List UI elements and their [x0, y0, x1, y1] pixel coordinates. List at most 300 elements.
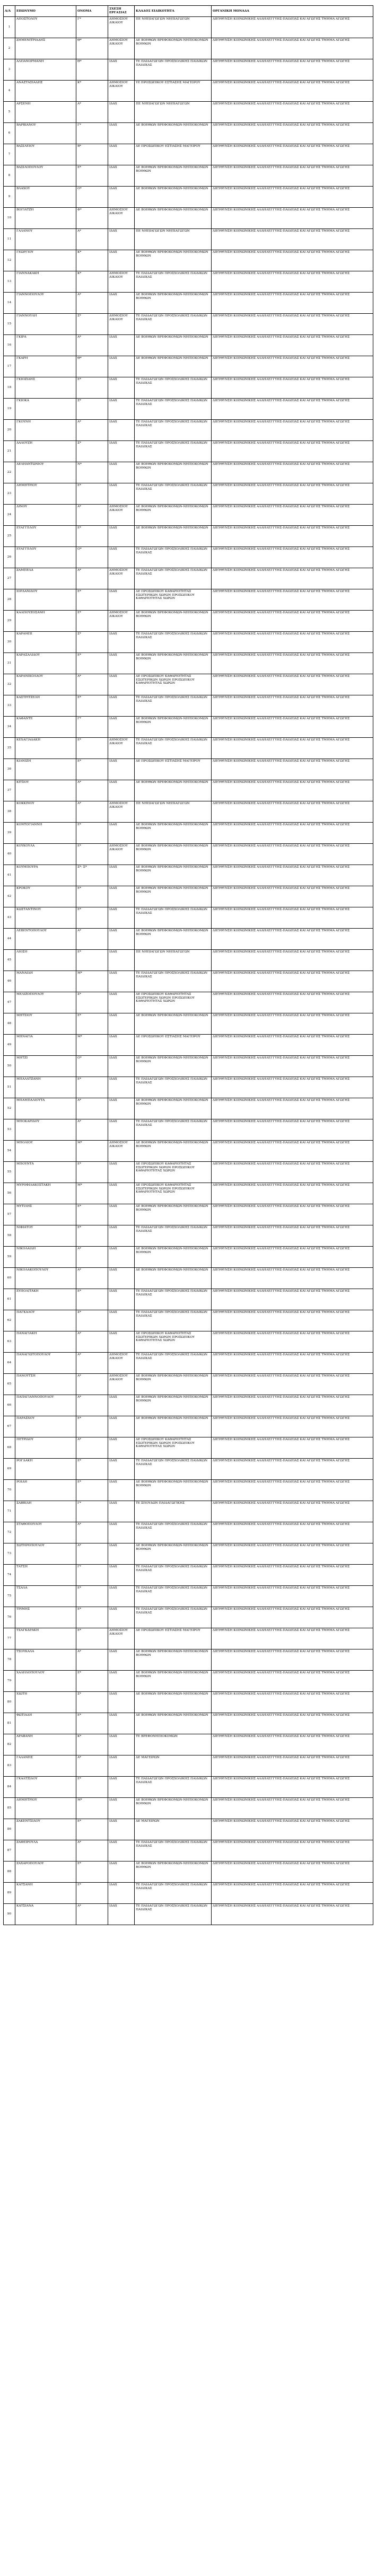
cell-organizational-unit: ΔΙΕΥΘΥΝΣΗ ΚΟΙΝΩΝΙΚΗΣ ΑΛΛΗΛΕΓΓΥΗΣ-ΠΑΙΔΕΙΑΣ ΚΑΙ ΑΓΩΓΗΣ ΤΜΗΜΑ ΑΓΩΓΗΣ: [212, 1543, 373, 1565]
cell-name: Ο*: [76, 187, 108, 208]
cell-surname: ΒΟΓΙΑΤΖΗ: [15, 208, 76, 229]
cell-employment-type: ΙΔΑΧ: [108, 123, 135, 144]
cell-employment-type: ΙΔΑΧ: [108, 865, 135, 886]
cell-employment-type: ΔΗΜΟΣΙΟΥ ΔΙΚΑΙΟΥ: [108, 505, 135, 526]
cell-aa: 1: [4, 17, 15, 38]
cell-employment-type: ΙΔΑΧ: [108, 1268, 135, 1289]
cell-name: Α*: [76, 1119, 108, 1141]
table-row: [4, 1840, 373, 1862]
cell-surname: ΚΑΤΣΙΑΝΑ: [15, 1904, 76, 1925]
cell-surname: ΔΙΝΟΥ: [15, 505, 76, 526]
cell-surname: ΜΑΝΑΙΔΗ: [15, 971, 76, 992]
table-row: [4, 377, 373, 399]
cell-name: Μ*: [76, 1141, 108, 1162]
cell-name: Α*: [76, 102, 108, 123]
header-name: ΟΝΟΜΑ: [76, 6, 108, 17]
cell-surname: ΜΥΡΟΦΙΛΑΚΟΣΤΑΚΗ: [15, 1183, 76, 1204]
cell-organizational-unit: ΔΙΕΥΘΥΝΣΗ ΚΟΙΝΩΝΙΚΗΣ ΑΛΛΗΛΕΓΓΥΗΣ-ΠΑΙΔΕΙΑΣ ΚΑΙ ΑΓΩΓΗΣ ΤΜΗΜΑ ΑΓΩΓΗΣ: [212, 1119, 373, 1141]
cell-name: Ε*: [76, 611, 108, 632]
table-row: [4, 738, 373, 759]
table-row: [4, 992, 373, 1013]
cell-employment-type: ΙΔΑΧ: [108, 1543, 135, 1565]
cell-name: Γ*: [76, 717, 108, 738]
cell-specialty: ΤΕ ΠΑΙΔΑΓΩΓΩΝ ΠΡΟΣΧΟΛΙΚΗΣ ΠΑΙΔΙΚΩΝ ΠΑΙΔΙΚΑΣ: [135, 59, 212, 81]
cell-employment-type: ΙΔΑΧ: [108, 1501, 135, 1522]
cell-organizational-unit: ΔΙΕΥΘΥΝΣΗ ΚΟΙΝΩΝΙΚΗΣ ΑΛΛΗΛΕΓΓΥΗΣ-ΠΑΙΔΕΙΑΣ ΚΑΙ ΑΓΩΓΗΣ ΤΜΗΜΑ ΑΓΩΓΗΣ: [212, 1480, 373, 1501]
cell-specialty: ΔΕ ΒΟΗΘΩΝ ΒΡΕΦΟΚΟΜΩΝ-ΝΗΠΙΟΚΟΜΩΝ ΒΟΗΘΩΝ: [135, 823, 212, 844]
cell-specialty: ΤΕ ΠΑΙΔΑΓΩΓΩΝ ΠΡΟΣΧΟΛΙΚΗΣ ΠΑΙΔΙΚΩΝ ΠΑΙΔΙΚΑΣ: [135, 1777, 212, 1798]
cell-aa: 66: [4, 1395, 15, 1416]
cell-organizational-unit: ΔΙΕΥΘΥΝΣΗ ΚΟΙΝΩΝΙΚΗΣ ΑΛΛΗΛΕΓΓΥΗΣ-ΠΑΙΔΕΙΑΣ ΚΑΙ ΑΓΩΓΗΣ ΤΜΗΜΑ ΑΓΩΓΗΣ: [212, 123, 373, 144]
table-row: [4, 356, 373, 377]
cell-specialty: ΔΕ ΒΟΗΘΩΝ ΒΡΕΦΟΚΟΜΩΝ-ΝΗΠΙΟΚΟΜΩΝ ΒΟΗΘΩΝ: [135, 844, 212, 865]
cell-name: Ε*: [76, 377, 108, 399]
cell-surname: ΜΠΟΥΝΤΑ: [15, 1162, 76, 1183]
table-row: [4, 653, 373, 674]
cell-specialty: ΔΕ ΠΡΟΣΩΠΙΚΟΥ ΚΑΘΑΡΙΟΤΗΤΑΣ ΕΣΩΤΕΡΙΚΩΝ ΧΩΡΩΝ ΠΡΟΣΩΠΙΚΟΥ ΚΑΘΑΡΙΟΤΗΤΑΣ ΧΩΡΩΝ: [135, 1162, 212, 1183]
cell-specialty: ΤΕ ΠΑΙΔΑΓΩΓΩΝ ΠΡΟΣΧΟΛΙΚΗΣ ΠΑΙΔΙΚΩΝ ΠΑΙΔΙΚΑΣ: [135, 1904, 212, 1925]
table-row: [4, 1141, 373, 1162]
table-row: [4, 420, 373, 441]
cell-surname: ΚΟΥΜΠΟΥΡΑ: [15, 865, 76, 886]
cell-name: Α*: [76, 1649, 108, 1671]
cell-specialty: ΤΕ ΠΑΙΔΑΓΩΓΩΝ ΠΡΟΣΧΟΛΙΚΗΣ ΠΑΙΔΙΚΩΝ ΠΑΙΔΙΚΑΣ: [135, 420, 212, 441]
cell-specialty: ΔΕ ΠΡΟΣΩΠΙΚΟΥ ΚΑΘΑΡΙΟΤΗΤΑΣ ΕΣΩΤΕΡΙΚΩΝ ΧΩΡΩΝ ΠΡΟΣΩΠΙΚΟΥ ΚΑΘΑΡΙΟΤΗΤΑΣ ΧΩΡΩΝ: [135, 1437, 212, 1459]
cell-employment-type: ΔΗΜΟΣΙΟΥ ΔΙΚΑΙΟΥ: [108, 1141, 135, 1162]
cell-employment-type: ΔΗΜΟΣΙΟΥ ΔΙΚΑΙΟΥ: [108, 1353, 135, 1374]
cell-surname: ΓΚΙΡΑ: [15, 335, 76, 356]
cell-specialty: ΔΕ ΒΟΗΘΩΝ ΒΡΕΦΟΚΟΜΩΝ-ΝΗΠΙΟΚΟΜΩΝ ΒΟΗΘΩΝ: [135, 1374, 212, 1395]
cell-specialty: ΤΕ ΠΑΙΔΑΓΩΓΩΝ ΠΡΟΣΧΟΛΙΚΗΣ ΠΑΙΔΙΚΩΝ ΠΑΙΔΙΚΑΣ: [135, 1840, 212, 1862]
cell-aa: 26: [4, 547, 15, 568]
cell-specialty: ΔΕ ΒΟΗΘΩΝ ΒΡΕΦΟΚΟΜΩΝ-ΝΗΠΙΟΚΟΜΩΝ ΒΟΗΘΩΝ: [135, 1204, 212, 1225]
cell-organizational-unit: ΔΙΕΥΘΥΝΣΗ ΚΟΙΝΩΝΙΚΗΣ ΑΛΛΗΛΕΓΓΥΗΣ-ΠΑΙΔΕΙΑΣ ΚΑΙ ΑΓΩΓΗΣ ΤΜΗΜΑ ΑΓΩΓΗΣ: [212, 293, 373, 314]
table-row: [4, 589, 373, 611]
cell-organizational-unit: ΔΙΕΥΘΥΝΣΗ ΚΟΙΝΩΝΙΚΗΣ ΑΛΛΗΛΕΓΓΥΗΣ-ΠΑΙΔΕΙΑΣ ΚΑΙ ΑΓΩΓΗΣ ΤΜΗΜΑ ΑΓΩΓΗΣ: [212, 1310, 373, 1331]
table-row: [4, 1374, 373, 1395]
cell-aa: 84: [4, 1777, 15, 1798]
cell-surname: ΚΑΡΑΝΙΚΟΛΑΟΥ: [15, 674, 76, 695]
cell-employment-type: ΙΔΑΧ: [108, 1777, 135, 1798]
cell-aa: 3: [4, 59, 15, 81]
cell-name: Α*: [76, 1247, 108, 1268]
cell-specialty: ΤΕ ΠΑΙΔΑΓΩΓΩΝ ΠΡΟΣΧΟΛΙΚΗΣ ΠΑΙΔΙΚΩΝ ΠΑΙΔΙΚΑΣ: [135, 1289, 212, 1310]
cell-employment-type: ΙΔΑΧ: [108, 695, 135, 717]
cell-aa: 59: [4, 1247, 15, 1268]
table-row: [4, 568, 373, 589]
cell-surname: ΜΠΟΛΙΟΥ: [15, 1141, 76, 1162]
cell-surname: ΜΥΤΙΛΗΣ: [15, 1204, 76, 1225]
cell-aa: 72: [4, 1522, 15, 1543]
cell-employment-type: ΙΔΑΧ: [108, 653, 135, 674]
cell-surname: ΚΑΡΑΜΠΙ: [15, 632, 76, 653]
cell-employment-type: ΙΔΑΧ: [108, 950, 135, 971]
cell-surname: ΜΗΝΑΓΙΑ: [15, 1035, 76, 1056]
cell-organizational-unit: ΔΙΕΥΘΥΝΣΗ ΚΟΙΝΩΝΙΚΗΣ ΑΛΛΗΛΕΓΓΥΗΣ-ΠΑΙΔΕΙΑΣ ΚΑΙ ΑΓΩΓΗΣ ΤΜΗΜΑ ΑΓΩΓΗΣ: [212, 505, 373, 526]
cell-aa: 27: [4, 568, 15, 589]
cell-employment-type: ΙΔΑΧ: [108, 1289, 135, 1310]
cell-employment-type: ΙΔΑΧ: [108, 1183, 135, 1204]
cell-aa: 89: [4, 1883, 15, 1904]
cell-specialty: ΔΕ ΒΟΗΘΩΝ ΒΡΕΦΟΚΟΜΩΝ-ΝΗΠΙΟΚΟΜΩΝ ΒΟΗΘΩΝ: [135, 505, 212, 526]
cell-organizational-unit: ΔΙΕΥΘΥΝΣΗ ΚΟΙΝΩΝΙΚΗΣ ΑΛΛΗΛΕΓΓΥΗΣ-ΠΑΙΔΕΙΑΣ ΚΑΙ ΑΓΩΓΗΣ ΤΜΗΜΑ ΑΓΩΓΗΣ: [212, 1713, 373, 1734]
cell-surname: ΤΑΤΣΗ: [15, 1565, 76, 1586]
table-row: [4, 38, 373, 59]
cell-surname: ΣΩΤΗΡΟΠΟΥΛΟΥ: [15, 1543, 76, 1565]
cell-aa: 36: [4, 759, 15, 780]
cell-aa: 90: [4, 1904, 15, 1925]
cell-name: Α*: [76, 1522, 108, 1543]
cell-specialty: ΠΕ ΝΗΠΙΑΓΩΓΩΝ ΝΗΠΙΑΓΩΓΩΝ: [135, 950, 212, 971]
cell-organizational-unit: ΔΙΕΥΘΥΝΣΗ ΚΟΙΝΩΝΙΚΗΣ ΑΛΛΗΛΕΓΓΥΗΣ-ΠΑΙΔΕΙΑΣ ΚΑΙ ΑΓΩΓΗΣ ΤΜΗΜΑ ΑΓΩΓΗΣ: [212, 399, 373, 420]
cell-specialty: ΔΕ ΒΟΗΘΩΝ ΒΡΕΦΟΚΟΜΩΝ-ΝΗΠΙΟΚΟΜΩΝ: [135, 335, 212, 356]
cell-specialty: ΤΕ ΒΡΕΦΟΝΗΠΙΟΚΟΜΩΝ: [135, 1734, 212, 1755]
cell-specialty: ΔΕ ΒΟΗΘΩΝ ΒΡΕΦΟΚΟΜΩΝ-ΝΗΠΙΟΚΟΜΩΝ ΒΟΗΘΩΝ: [135, 462, 212, 483]
cell-name: Ε*: [76, 1077, 108, 1098]
cell-surname: ΖΑΜΠΕΛΑ: [15, 568, 76, 589]
cell-employment-type: ΙΔΑΧ: [108, 780, 135, 801]
cell-name: Θ*: [76, 38, 108, 59]
cell-specialty: ΔΕ ΒΟΗΘΩΝ ΒΡΕΦΟΚΟΜΩΝ-ΝΗΠΙΟΚΟΜΩΝ: [135, 123, 212, 144]
cell-specialty: ΥΕ ΠΡΟΣΩΠΙΚΟΥ ΕΣΤΙΑΣΗΣ ΜΑΓΕΙΡΟΥ: [135, 81, 212, 102]
cell-surname: ΓΕΩΡΓΙΟΥ: [15, 250, 76, 271]
table-row: [4, 441, 373, 462]
table-row: [4, 1671, 373, 1692]
cell-surname: ΖΑΧΑΡΟΠΟΥΛΟΥ: [15, 1862, 76, 1883]
cell-organizational-unit: ΔΙΕΥΘΥΝΣΗ ΚΟΙΝΩΝΙΚΗΣ ΑΛΛΗΛΕΓΓΥΗΣ-ΠΑΙΔΕΙΑΣ ΚΑΙ ΑΓΩΓΗΣ ΤΜΗΜΑ ΑΓΩΓΗΣ: [212, 695, 373, 717]
table-row: [4, 1247, 373, 1268]
cell-employment-type: ΙΔΑΧ: [108, 1755, 135, 1777]
cell-name: Α*: [76, 1395, 108, 1416]
cell-surname: ΜΗΤΣΙΟΥ: [15, 1013, 76, 1035]
cell-aa: 7: [4, 144, 15, 165]
cell-aa: 35: [4, 738, 15, 759]
cell-employment-type: ΙΔΑΧ: [108, 420, 135, 441]
cell-organizational-unit: ΔΙΕΥΘΥΝΣΗ ΚΟΙΝΩΝΙΚΗΣ ΑΛΛΗΛΕΓΓΥΗΣ-ΠΑΙΔΕΙΑΣ ΚΑΙ ΑΓΩΓΗΣ ΤΜΗΜΑ ΑΓΩΓΗΣ: [212, 1098, 373, 1119]
cell-specialty: ΔΕ ΒΟΗΘΩΝ ΒΡΕΦΟΚΟΜΩΝ-ΝΗΠΙΟΚΟΜΩΝ: [135, 1713, 212, 1734]
cell-specialty: ΔΕ ΒΟΗΘΩΝ ΒΡΕΦΟΚΟΜΩΝ-ΝΗΠΙΟΚΟΜΩΝ ΒΟΗΘΩΝ: [135, 611, 212, 632]
cell-employment-type: ΙΔΑΧ: [108, 1607, 135, 1628]
cell-specialty: ΔΕ ΒΟΗΘΩΝ ΒΡΕΦΟΚΟΜΩΝ-ΝΗΠΙΟΚΟΜΩΝ ΒΟΗΘΩΝ: [135, 929, 212, 950]
table-row: [4, 187, 373, 208]
table-row: [4, 1480, 373, 1501]
table-row: [4, 632, 373, 653]
cell-surname: ΙΟΡΔΑΝΙΔΟΥ: [15, 589, 76, 611]
cell-employment-type: ΙΔΑΧ: [108, 187, 135, 208]
cell-aa: 61: [4, 1289, 15, 1310]
cell-employment-type: ΙΔΑΧ: [108, 589, 135, 611]
cell-organizational-unit: ΔΙΕΥΘΥΝΣΗ ΚΟΙΝΩΝΙΚΗΣ ΑΛΛΗΛΕΓΓΥΗΣ-ΠΑΙΔΕΙΑΣ ΚΑΙ ΑΓΩΓΗΣ ΤΜΗΜΑ ΑΓΩΓΗΣ: [212, 611, 373, 632]
cell-name: Ε*: [76, 1480, 108, 1501]
cell-name: Ε*: [76, 1459, 108, 1480]
cell-aa: 80: [4, 1692, 15, 1713]
cell-specialty: ΔΕ ΒΟΗΘΩΝ ΒΡΕΦΟΚΟΜΩΝ-ΝΗΠΙΟΚΟΜΩΝ ΒΟΗΘΩΝ: [135, 1247, 212, 1268]
cell-name: Ο*: [76, 547, 108, 568]
cell-organizational-unit: ΔΙΕΥΘΥΝΣΗ ΚΟΙΝΩΝΙΚΗΣ ΑΛΛΗΛΕΓΓΥΗΣ-ΠΑΙΔΕΙΑΣ ΚΑΙ ΑΓΩΓΗΣ ΤΜΗΜΑ ΑΓΩΓΗΣ: [212, 144, 373, 165]
cell-organizational-unit: ΔΙΕΥΘΥΝΣΗ ΚΟΙΝΩΝΙΚΗΣ ΑΛΛΗΛΕΓΓΥΗΣ-ΠΑΙΔΕΙΑΣ ΚΑΙ ΑΓΩΓΗΣ ΤΜΗΜΑ ΑΓΩΓΗΣ: [212, 1671, 373, 1692]
cell-surname: ΠΑΝΑΓΙΑΚΗ: [15, 1331, 76, 1353]
cell-name: Α*: [76, 674, 108, 695]
cell-surname: ΠΑΝΟΥΤΣΗ: [15, 1374, 76, 1395]
cell-specialty: ΤΕ ΠΑΙΔΑΓΩΓΩΝ ΠΡΟΣΧΟΛΙΚΗΣ ΠΑΙΔΙΚΩΝ ΠΑΙΔΙΚΑΣ: [135, 1119, 212, 1141]
cell-organizational-unit: ΔΙΕΥΘΥΝΣΗ ΚΟΙΝΩΝΙΚΗΣ ΑΛΛΗΛΕΓΓΥΗΣ-ΠΑΙΔΕΙΑΣ ΚΑΙ ΑΓΩΓΗΣ ΤΜΗΜΑ ΑΓΩΓΗΣ: [212, 1734, 373, 1755]
table-row: [4, 844, 373, 865]
cell-organizational-unit: ΔΙΕΥΘΥΝΣΗ ΚΟΙΝΩΝΙΚΗΣ ΑΛΛΗΛΕΓΓΥΗΣ-ΠΑΙΔΕΙΑΣ ΚΑΙ ΑΓΩΓΗΣ ΤΜΗΜΑ ΑΓΩΓΗΣ: [212, 1141, 373, 1162]
cell-organizational-unit: ΔΙΕΥΘΥΝΣΗ ΚΟΙΝΩΝΙΚΗΣ ΑΛΛΗΛΕΓΓΥΗΣ-ΠΑΙΔΕΙΑΣ ΚΑΙ ΑΓΩΓΗΣ ΤΜΗΜΑ ΑΓΩΓΗΣ: [212, 1798, 373, 1819]
cell-specialty: ΔΕ ΒΟΗΘΩΝ ΒΡΕΦΟΚΟΜΩΝ-ΝΗΠΙΟΚΟΜΩΝ: [135, 208, 212, 229]
cell-employment-type: ΔΗΜΟΣΙΟΥ ΔΙΚΑΙΟΥ: [108, 271, 135, 293]
cell-organizational-unit: ΔΙΕΥΘΥΝΣΗ ΚΟΙΝΩΝΙΚΗΣ ΑΛΛΗΛΕΓΓΥΗΣ-ΠΑΙΔΕΙΑΣ ΚΑΙ ΑΓΩΓΗΣ ΤΜΗΜΑ ΑΓΩΓΗΣ: [212, 1628, 373, 1649]
cell-employment-type: ΙΔΑΧ: [108, 1204, 135, 1225]
cell-specialty: ΔΕ ΜΑΓΕΙΡΩΝ: [135, 1819, 212, 1840]
cell-name: Α*: [76, 293, 108, 314]
cell-organizational-unit: ΔΙΕΥΘΥΝΣΗ ΚΟΙΝΩΝΙΚΗΣ ΑΛΛΗΛΕΓΓΥΗΣ-ΠΑΙΔΕΙΑΣ ΚΑΙ ΑΓΩΓΗΣ ΤΜΗΜΑ ΑΓΩΓΗΣ: [212, 1607, 373, 1628]
table-row: [4, 695, 373, 717]
cell-employment-type: ΙΔΑΧ: [108, 1395, 135, 1416]
cell-surname: ΚΑΛΠΟΥΖΟΣΑΝΗ: [15, 611, 76, 632]
cell-organizational-unit: ΔΙΕΥΘΥΝΣΗ ΚΟΙΝΩΝΙΚΗΣ ΑΛΛΗΛΕΓΓΥΗΣ-ΠΑΙΔΕΙΑΣ ΚΑΙ ΑΓΩΓΗΣ ΤΜΗΜΑ ΑΓΩΓΗΣ: [212, 1904, 373, 1925]
cell-organizational-unit: ΔΙΕΥΘΥΝΣΗ ΚΟΙΝΩΝΙΚΗΣ ΑΛΛΗΛΕΓΓΥΗΣ-ΠΑΙΔΕΙΑΣ ΚΑΙ ΑΓΩΓΗΣ ΤΜΗΜΑ ΑΓΩΓΗΣ: [212, 526, 373, 547]
cell-name: Σ*: [76, 632, 108, 653]
cell-aa: 78: [4, 1649, 15, 1671]
cell-name: Ε*: [76, 1819, 108, 1840]
cell-specialty: ΤΕ ΠΑΙΔΑΓΩΓΩΝ ΠΡΟΣΧΟΛΙΚΗΣ ΠΑΙΔΙΚΩΝ ΠΑΙΔΙΚΑΣ: [135, 1077, 212, 1098]
cell-employment-type: ΙΔΑΧ: [108, 483, 135, 505]
table-row: [4, 102, 373, 123]
table-row: [4, 759, 373, 780]
cell-organizational-unit: ΔΙΕΥΘΥΝΣΗ ΚΟΙΝΩΝΙΚΗΣ ΑΛΛΗΛΕΓΓΥΗΣ-ΠΑΙΔΕΙΑΣ ΚΑΙ ΑΓΩΓΗΣ ΤΜΗΜΑ ΑΓΩΓΗΣ: [212, 1416, 373, 1437]
cell-surname: ΠΕΤΡΙΔΟΥ: [15, 1437, 76, 1459]
cell-surname: ΜΗΤΖΙ: [15, 1056, 76, 1077]
cell-specialty: ΔΕ ΒΟΗΘΩΝ ΒΡΕΦΟΚΟΜΩΝ-ΝΗΠΙΟΚΟΜΩΝ: [135, 1013, 212, 1035]
cell-aa: 18: [4, 377, 15, 399]
cell-surname: ΓΚΑΛΤΖΙΔΟΥ: [15, 1777, 76, 1798]
cell-employment-type: ΙΔΑΧ: [108, 1840, 135, 1862]
cell-organizational-unit: ΔΙΕΥΘΥΝΣΗ ΚΟΙΝΩΝΙΚΗΣ ΑΛΛΗΛΕΓΓΥΗΣ-ΠΑΙΔΕΙΑΣ ΚΑΙ ΑΓΩΓΗΣ ΤΜΗΜΑ ΑΓΩΓΗΣ: [212, 1840, 373, 1862]
header-surname: ΕΠΩΝΥΜΟ: [15, 6, 76, 17]
cell-employment-type: ΙΔΑΧ: [108, 441, 135, 462]
cell-aa: 81: [4, 1713, 15, 1734]
cell-employment-type: ΔΗΜΟΣΙΟΥ ΔΙΚΑΙΟΥ: [108, 17, 135, 38]
cell-aa: 74: [4, 1565, 15, 1586]
cell-surname: ΤΡΙΜΗΣ: [15, 1607, 76, 1628]
cell-specialty: ΤΕ ΠΑΙΔΑΓΩΓΩΝ ΠΡΟΣΧΟΛΙΚΗΣ ΠΑΙΔΙΚΩΝ ΠΑΙΔΙΚΑΣ: [135, 1459, 212, 1480]
cell-name: Ε*: [76, 950, 108, 971]
cell-employment-type: ΙΔΑΧ: [108, 1713, 135, 1734]
cell-surname: ΚΡΟΚΟΥ: [15, 886, 76, 907]
cell-employment-type: ΙΔΑΧ: [108, 992, 135, 1013]
cell-organizational-unit: ΔΙΕΥΘΥΝΣΗ ΚΟΙΝΩΝΙΚΗΣ ΑΛΛΗΛΕΓΓΥΗΣ-ΠΑΙΔΕΙΑΣ ΚΑΙ ΑΓΩΓΗΣ ΤΜΗΜΑ ΑΓΩΓΗΣ: [212, 865, 373, 886]
table-row: [4, 1035, 373, 1056]
table-row: [4, 399, 373, 420]
cell-name: Σ*- Σ*: [76, 865, 108, 886]
cell-specialty: ΤΕ ΠΑΙΔΑΓΩΓΩΝ ΠΡΟΣΧΟΛΙΚΗΣ ΠΑΙΔΙΚΩΝ ΠΑΙΔΙΚΑΣ: [135, 399, 212, 420]
cell-name: Α*: [76, 929, 108, 950]
table-row: [4, 1416, 373, 1437]
cell-name: Α*: [76, 1098, 108, 1119]
cell-employment-type: ΙΔΑΧ: [108, 399, 135, 420]
cell-organizational-unit: ΔΙΕΥΘΥΝΣΗ ΚΟΙΝΩΝΙΚΗΣ ΑΛΛΗΛΕΓΓΥΗΣ-ΠΑΙΔΕΙΑΣ ΚΑΙ ΑΓΩΓΗΣ ΤΜΗΜΑ ΑΓΩΓΗΣ: [212, 314, 373, 335]
cell-surname: ΒΑΣΙΛΟΠΟΥΛΟΥ: [15, 165, 76, 187]
table-row: [4, 1501, 373, 1522]
cell-aa: 73: [4, 1543, 15, 1565]
cell-name: Α*: [76, 1374, 108, 1395]
cell-organizational-unit: ΔΙΕΥΘΥΝΣΗ ΚΟΙΝΩΝΙΚΗΣ ΑΛΛΗΛΕΓΓΥΗΣ-ΠΑΙΔΕΙΑΣ ΚΑΙ ΑΓΩΓΗΣ ΤΜΗΜΑ ΑΓΩΓΗΣ: [212, 250, 373, 271]
cell-name: Σ*: [76, 1692, 108, 1713]
table-row: [4, 208, 373, 229]
cell-surname: ΖΗΜΕΝΙΤΡΙΑΔΗΣ: [15, 38, 76, 59]
cell-aa: 23: [4, 483, 15, 505]
cell-organizational-unit: ΔΙΕΥΘΥΝΣΗ ΚΟΙΝΩΝΙΚΗΣ ΑΛΛΗΛΕΓΓΥΗΣ-ΠΑΙΔΕΙΑΣ ΚΑΙ ΑΓΩΓΗΣ ΤΜΗΜΑ ΑΓΩΓΗΣ: [212, 568, 373, 589]
table-row: [4, 674, 373, 695]
cell-surname: ΜΠΟΚΑΡΙΔΟΥ: [15, 1119, 76, 1141]
cell-aa: 16: [4, 335, 15, 356]
cell-organizational-unit: ΔΙΕΥΘΥΝΣΗ ΚΟΙΝΩΝΙΚΗΣ ΑΛΛΗΛΕΓΓΥΗΣ-ΠΑΙΔΕΙΑΣ ΚΑΙ ΑΓΩΓΗΣ ΤΜΗΜΑ ΑΓΩΓΗΣ: [212, 738, 373, 759]
cell-organizational-unit: ΔΙΕΥΘΥΝΣΗ ΚΟΙΝΩΝΙΚΗΣ ΑΛΛΗΛΕΓΓΥΗΣ-ΠΑΙΔΕΙΑΣ ΚΑΙ ΑΓΩΓΗΣ ΤΜΗΜΑ ΑΓΩΓΗΣ: [212, 1565, 373, 1586]
cell-aa: 42: [4, 886, 15, 907]
cell-organizational-unit: ΔΙΕΥΘΥΝΣΗ ΚΟΙΝΩΝΙΚΗΣ ΑΛΛΗΛΕΓΓΥΗΣ-ΠΑΙΔΕΙΑΣ ΚΑΙ ΑΓΩΓΗΣ ΤΜΗΜΑ ΑΓΩΓΗΣ: [212, 1331, 373, 1353]
cell-surname: ΒΛΑΧΟΥ: [15, 187, 76, 208]
cell-surname: ΚΟΝΤΟΓΙΑΝΝΗ: [15, 823, 76, 844]
cell-organizational-unit: ΔΙΕΥΘΥΝΣΗ ΚΟΙΝΩΝΙΚΗΣ ΑΛΛΗΛΕΓΓΥΗΣ-ΠΑΙΔΕΙΑΣ ΚΑΙ ΑΓΩΓΗΣ ΤΜΗΜΑ ΑΓΩΓΗΣ: [212, 483, 373, 505]
cell-surname: ΕΥΑΓΓΕΛΟΥ: [15, 526, 76, 547]
cell-surname: ΜΠΑΛΑΤΖΑΝΗ: [15, 1077, 76, 1098]
cell-specialty: ΤΕ ΠΑΙΔΑΓΩΓΩΝ ΠΡΟΣΧΟΛΙΚΗΣ ΠΑΙΔΙΚΩΝ ΠΑΙΔΙΚΑΣ: [135, 1607, 212, 1628]
cell-employment-type: ΔΗΜΟΣΙΟΥ ΔΙΚΑΙΟΥ: [108, 38, 135, 59]
cell-name: Α*: [76, 505, 108, 526]
cell-organizational-unit: ΔΙΕΥΘΥΝΣΗ ΚΟΙΝΩΝΙΚΗΣ ΑΛΛΗΛΕΓΓΥΗΣ-ΠΑΙΔΕΙΑΣ ΚΑΙ ΑΓΩΓΗΣ ΤΜΗΜΑ ΑΓΩΓΗΣ: [212, 1056, 373, 1077]
cell-organizational-unit: ΔΙΕΥΘΥΝΣΗ ΚΟΙΝΩΝΙΚΗΣ ΑΛΛΗΛΕΓΓΥΗΣ-ΠΑΙΔΕΙΑΣ ΚΑΙ ΑΓΩΓΗΣ ΤΜΗΜΑ ΑΓΩΓΗΣ: [212, 102, 373, 123]
cell-name: Α*: [76, 420, 108, 441]
cell-specialty: ΔΕ ΒΟΗΘΩΝ ΒΡΕΦΟΚΟΜΩΝ-ΝΗΠΙΟΚΟΜΩΝ ΒΟΗΘΩΝ: [135, 717, 212, 738]
cell-employment-type: ΙΔΑΧ: [108, 1819, 135, 1840]
table-row: [4, 293, 373, 314]
cell-surname: ΝΙΦΙΑΤΟΥ: [15, 1225, 76, 1247]
cell-aa: 49: [4, 1035, 15, 1056]
table-row: [4, 1331, 373, 1353]
cell-surname: ΚΑΡΑΣΑΛΙΔΟΥ: [15, 653, 76, 674]
cell-employment-type: ΙΔΑΧ: [108, 1734, 135, 1755]
table-row: [4, 462, 373, 483]
cell-specialty: ΤΕ ΣΠΟΥΔΩΝ ΠΑΙΔΑΓΩΓΙΚΗΣ: [135, 1501, 212, 1522]
cell-organizational-unit: ΔΙΕΥΘΥΝΣΗ ΚΟΙΝΩΝΙΚΗΣ ΑΛΛΗΛΕΓΓΥΗΣ-ΠΑΙΔΕΙΑΣ ΚΑΙ ΑΓΩΓΗΣ ΤΜΗΜΑ ΑΓΩΓΗΣ: [212, 780, 373, 801]
cell-specialty: ΔΕ ΒΟΗΘΩΝ ΒΡΕΦΟΚΟΜΩΝ-ΝΗΠΙΟΚΟΜΩΝ ΒΟΗΘΩΝ: [135, 653, 212, 674]
table-row: [4, 801, 373, 823]
cell-employment-type: ΙΔΑΧ: [108, 886, 135, 907]
cell-organizational-unit: ΔΙΕΥΘΥΝΣΗ ΚΟΙΝΩΝΙΚΗΣ ΑΛΛΗΛΕΓΓΥΗΣ-ΠΑΙΔΕΙΑΣ ΚΑΙ ΑΓΩΓΗΣ ΤΜΗΜΑ ΑΓΩΓΗΣ: [212, 844, 373, 865]
cell-employment-type: ΙΔΑΧ: [108, 1649, 135, 1671]
cell-organizational-unit: ΔΙΕΥΘΥΝΣΗ ΚΟΙΝΩΝΙΚΗΣ ΑΛΛΗΛΕΓΓΥΗΣ-ΠΑΙΔΕΙΑΣ ΚΑΙ ΑΓΩΓΗΣ ΤΜΗΜΑ ΑΓΩΓΗΣ: [212, 1755, 373, 1777]
cell-employment-type: ΙΔΑΧ: [108, 1247, 135, 1268]
table-row: [4, 1098, 373, 1119]
cell-aa: 86: [4, 1819, 15, 1840]
header-organizational-unit: ΟΡΓΑΝΙΚΗ ΜΟΝΑΔΑ: [212, 6, 373, 17]
cell-organizational-unit: ΔΙΕΥΘΥΝΣΗ ΚΟΙΝΩΝΙΚΗΣ ΑΛΛΗΛΕΓΓΥΗΣ-ΠΑΙΔΕΙΑΣ ΚΑΙ ΑΓΩΓΗΣ ΤΜΗΜΑ ΑΓΩΓΗΣ: [212, 441, 373, 462]
table-row: [4, 59, 373, 81]
cell-employment-type: ΙΔΑΧ: [108, 229, 135, 250]
cell-aa: 6: [4, 123, 15, 144]
cell-surname: ΤΣΟΥΚΑΛΑ: [15, 1649, 76, 1671]
cell-surname: ΛΕΒΕΝΤΟΠΟΥΛΟΥ: [15, 929, 76, 950]
cell-name: Α*: [76, 1840, 108, 1862]
table-row: [4, 1183, 373, 1204]
cell-employment-type: ΙΔΑΧ: [108, 1437, 135, 1459]
cell-name: Θ*: [76, 356, 108, 377]
cell-aa: 40: [4, 844, 15, 865]
cell-surname: ΔΕΛΗΑΝΤΩΝΙΟΥ: [15, 462, 76, 483]
cell-aa: 14: [4, 293, 15, 314]
cell-organizational-unit: ΔΙΕΥΘΥΝΣΗ ΚΟΙΝΩΝΙΚΗΣ ΑΛΛΗΛΕΓΓΥΗΣ-ΠΑΙΔΕΙΑΣ ΚΑΙ ΑΓΩΓΗΣ ΤΜΗΜΑ ΑΓΩΓΗΣ: [212, 1289, 373, 1310]
cell-name: Ν*: [76, 462, 108, 483]
cell-aa: 76: [4, 1607, 15, 1628]
cell-surname: ΓΚΑΡΗ: [15, 356, 76, 377]
table-row: [4, 165, 373, 187]
header-employment-type: ΣΧΕΣΗ ΕΡΓΑΣΙΑΣ: [108, 6, 135, 17]
cell-aa: 64: [4, 1353, 15, 1374]
cell-specialty: ΤΕ ΠΑΙΔΑΓΩΓΩΝ ΠΡΟΣΧΟΛΙΚΗΣ ΠΑΙΔΙΚΩΝ ΠΑΙΔΙΚΑΣ: [135, 632, 212, 653]
table-row: [4, 1713, 373, 1734]
cell-organizational-unit: ΔΙΕΥΘΥΝΣΗ ΚΟΙΝΩΝΙΚΗΣ ΑΛΛΗΛΕΓΓΥΗΣ-ΠΑΙΔΕΙΑΣ ΚΑΙ ΑΓΩΓΗΣ ΤΜΗΜΑ ΑΓΩΓΗΣ: [212, 674, 373, 695]
table-row: [4, 907, 373, 929]
cell-specialty: ΠΕ ΝΗΠΙΑΓΩΓΩΝ ΝΗΠΙΑΓΩΓΩΝ: [135, 102, 212, 123]
cell-aa: 88: [4, 1862, 15, 1883]
cell-specialty: ΔΕ ΠΡΟΣΩΠΙΚΟΥ ΚΑΘΑΡΙΟΤΗΤΑΣ ΕΣΩΤΕΡΙΚΩΝ ΧΩΡΩΝ ΠΡΟΣΩΠΙΚΟΥ ΚΑΘΑΡΙΟΤΗΤΑΣ ΧΩΡΩΝ: [135, 1183, 212, 1204]
cell-aa: 22: [4, 462, 15, 483]
cell-organizational-unit: ΔΙΕΥΘΥΝΣΗ ΚΟΙΝΩΝΙΚΗΣ ΑΛΛΗΛΕΓΓΥΗΣ-ΠΑΙΔΕΙΑΣ ΚΑΙ ΑΓΩΓΗΣ ΤΜΗΜΑ ΑΓΩΓΗΣ: [212, 992, 373, 1013]
cell-name: Α*: [76, 335, 108, 356]
cell-surname: ΚΑΤΣΑΝΗ: [15, 1883, 76, 1904]
cell-name: Φ*: [76, 208, 108, 229]
cell-organizational-unit: ΔΙΕΥΘΥΝΣΗ ΚΟΙΝΩΝΙΚΗΣ ΑΛΛΗΛΕΓΓΥΗΣ-ΠΑΙΔΕΙΑΣ ΚΑΙ ΑΓΩΓΗΣ ΤΜΗΜΑ ΑΓΩΓΗΣ: [212, 1374, 373, 1395]
cell-employment-type: ΙΔΑΧ: [108, 971, 135, 992]
cell-aa: 87: [4, 1840, 15, 1862]
cell-employment-type: ΙΔΑΧ: [108, 1162, 135, 1183]
cell-name: Α*: [76, 1904, 108, 1925]
cell-aa: 75: [4, 1586, 15, 1607]
table-row: [4, 1607, 373, 1628]
cell-name: Ε*: [76, 1607, 108, 1628]
cell-specialty: ΔΕ ΒΟΗΘΩΝ ΒΡΕΦΟΚΟΜΩΝ-ΝΗΠΙΟΚΟΜΩΝ ΒΟΗΘΩΝ: [135, 1671, 212, 1692]
table-row: [4, 1755, 373, 1777]
table-row: [4, 1777, 373, 1798]
cell-aa: 24: [4, 505, 15, 526]
cell-aa: 19: [4, 399, 15, 420]
cell-aa: 77: [4, 1628, 15, 1649]
cell-surname: ΠΑΡΑΣΧΟΥ: [15, 1416, 76, 1437]
cell-organizational-unit: ΔΙΕΥΘΥΝΣΗ ΚΟΙΝΩΝΙΚΗΣ ΑΛΛΗΛΕΓΓΥΗΣ-ΠΑΙΔΕΙΑΣ ΚΑΙ ΑΓΩΓΗΣ ΤΜΗΜΑ ΑΓΩΓΗΣ: [212, 1225, 373, 1247]
cell-organizational-unit: ΔΙΕΥΘΥΝΣΗ ΚΟΙΝΩΝΙΚΗΣ ΑΛΛΗΛΕΓΓΥΗΣ-ΠΑΙΔΕΙΑΣ ΚΑΙ ΑΓΩΓΗΣ ΤΜΗΜΑ ΑΓΩΓΗΣ: [212, 1162, 373, 1183]
cell-employment-type: ΔΗΜΟΣΙΟΥ ΔΙΚΑΙΟΥ: [108, 568, 135, 589]
cell-employment-type: ΙΔΑΧ: [108, 823, 135, 844]
cell-specialty: ΤΕ ΠΑΙΔΑΓΩΓΩΝ ΠΡΟΣΧΟΛΙΚΗΣ ΠΑΙΔΙΚΩΝ ΠΑΙΔΙΚΑΣ: [135, 441, 212, 462]
cell-aa: 70: [4, 1480, 15, 1501]
cell-specialty: ΔΕ ΠΡΟΣΩΠΙΚΟΥ ΚΑΘΑΡΙΟΤΗΤΑΣ ΕΣΩΤΕΡΙΚΩΝ ΧΩΡΩΝ ΠΡΟΣΩΠΙΚΟΥ ΚΑΘΑΡΙΟΤΗΤΑΣ ΧΩΡΩΝ: [135, 992, 212, 1013]
cell-name: Σ*: [76, 441, 108, 462]
cell-organizational-unit: ΔΙΕΥΘΥΝΣΗ ΚΟΙΝΩΝΙΚΗΣ ΑΛΛΗΛΕΓΓΥΗΣ-ΠΑΙΔΕΙΑΣ ΚΑΙ ΑΓΩΓΗΣ ΤΜΗΜΑ ΑΓΩΓΗΣ: [212, 59, 373, 81]
cell-surname: ΓΙΑΝΝΟΥΛΗ: [15, 314, 76, 335]
cell-name: Σ*: [76, 314, 108, 335]
cell-organizational-unit: ΔΙΕΥΘΥΝΣΗ ΚΟΙΝΩΝΙΚΗΣ ΑΛΛΗΛΕΓΓΥΗΣ-ΠΑΙΔΕΙΑΣ ΚΑΙ ΑΓΩΓΗΣ ΤΜΗΜΑ ΑΓΩΓΗΣ: [212, 377, 373, 399]
cell-surname: ΞΥΠΟΛΙΤΑΚΗ: [15, 1289, 76, 1310]
cell-aa: 30: [4, 632, 15, 653]
cell-aa: 68: [4, 1437, 15, 1459]
cell-specialty: ΔΕ ΒΟΗΘΩΝ ΒΡΕΦΟΚΟΜΩΝ-ΝΗΠΙΟΚΟΜΩΝ ΒΟΗΘΩΝ: [135, 1141, 212, 1162]
cell-name: Α*: [76, 1437, 108, 1459]
cell-surname: ΚΕΧΑΓΙΑΔΑΚΗ: [15, 738, 76, 759]
cell-aa: 60: [4, 1268, 15, 1289]
cell-aa: 54: [4, 1141, 15, 1162]
cell-specialty: ΔΕ ΒΟΗΘΩΝ ΒΡΕΦΟΚΟΜΩΝ-ΝΗΠΙΟΚΟΜΩΝ: [135, 356, 212, 377]
